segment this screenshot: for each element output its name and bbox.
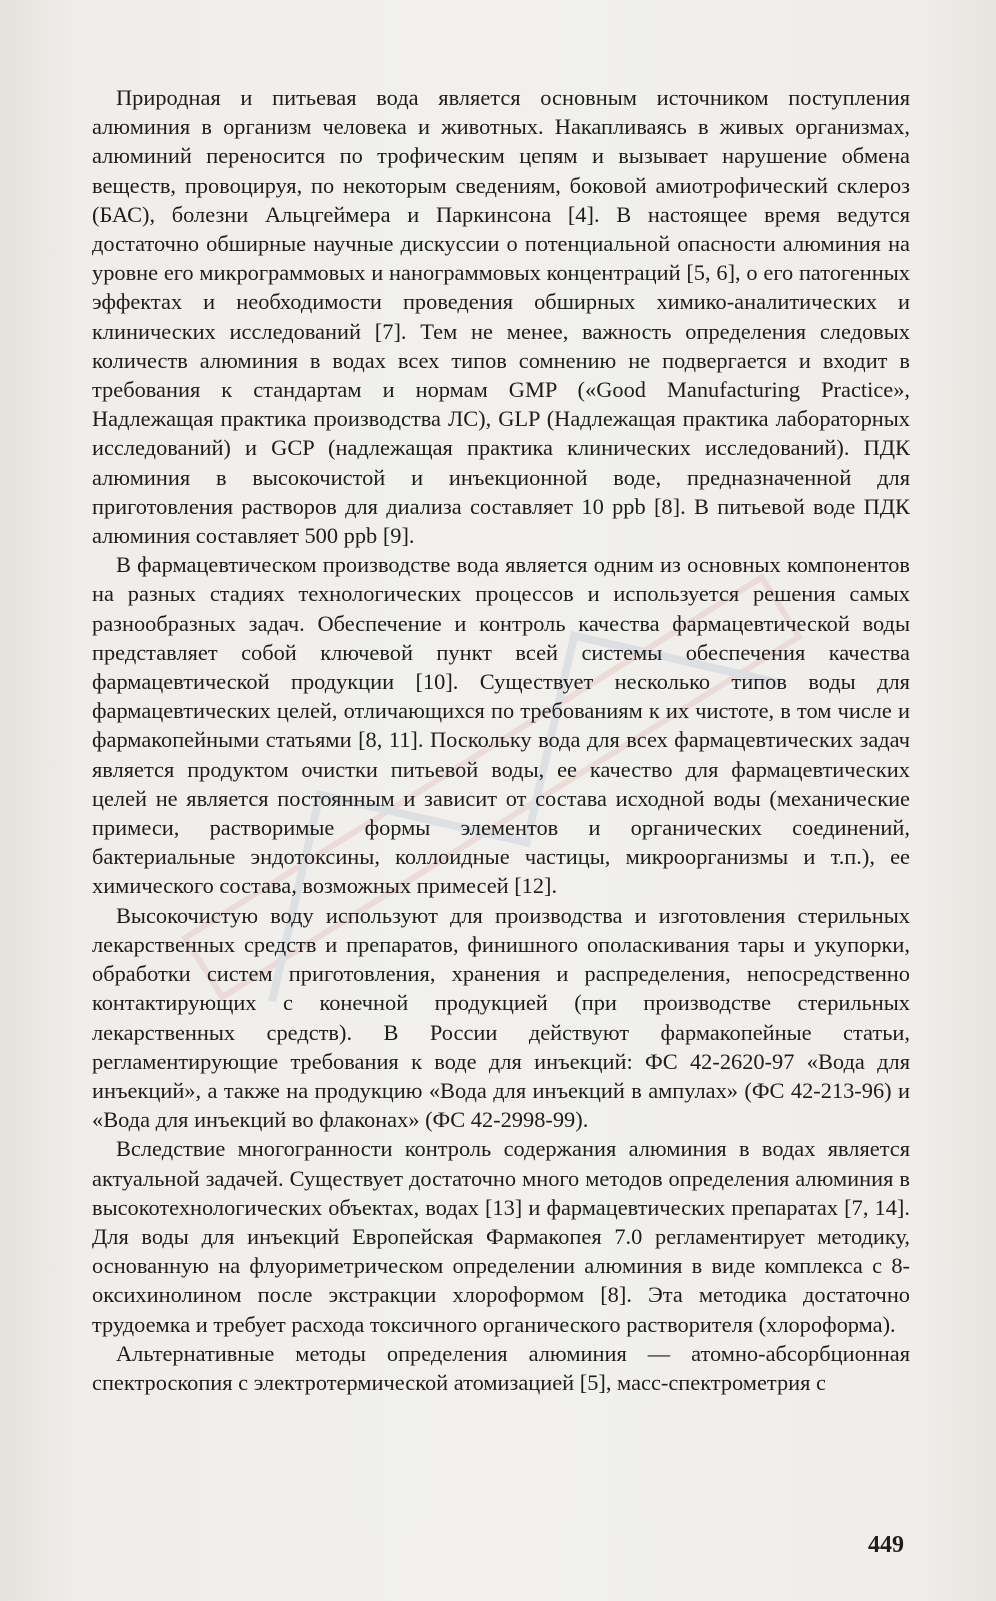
paragraph-2 — [92, 550, 910, 900]
paragraph-4-text: Вследствие многогранности контроль содержания алюминия в водах является актуальной задачей. Существует достаточно много методов определения алюминия в высокотехнологических объектах, водах [13] и фармацевтических препаратах [7, 14]. Для воды для инъекций Европейская Фармакопея 7.0 регламентирует методику, основанную на флуориметрическом определении алюминия в виде комплекса с 8-оксихинолином после экстракции хлороформом [8]. Эта методика достаточно трудоемка и требует расхода токсичного органического растворителя (хлороформа). — [92, 1136, 910, 1337]
paragraph-5-text: Альтернативные методы определения алюминия — атомно-абсорбционная спектроскопия с электротермической атомизацией [5], масс-спектрометрия с — [92, 1340, 910, 1395]
paragraph-3 — [92, 901, 910, 1135]
paragraph-2-text: В фармацевтическом производстве вода является одним из основных компонентов на разных стадиях технологических процессов и используется решения самых разнообразных задач. Обеспечение и контроль качества фармацевтической воды представляет собой ключевой пункт всей системы обеспечения качества фармацевтической продукции [10]. Существует несколько типов воды для фармацевтических целей, отличающихся по требованиям к их чистоте, в том числе и фармакопейными статьями [8, 11]. Поскольку вода для всех фармацевтических задач является продуктом очистки питьевой воды, ее качество для фармацевтических целей не является постоянным и зависит от состава исходной воды (механические примеси, растворимые формы элементов и органических соединений, бактериальные эндотоксины, коллоидные частицы, микроорганизмы и т.п.), ее химического состава, возможных примесей [12]. — [92, 552, 910, 899]
paragraph-3-text: Высокочистую воду используют для производства и изготовления стерильных лекарственных средств и препаратов, финишного ополаскивания тары и укупорки, обработки систем приготовления, хранения и распределения, непосредственно контактирующих с конечной продукцией (при производстве стерильных лекарственных средств). В России действуют фармакопейные статьи, регламентирующие требования к воде для инъекций: ФС 42-2620-97 «Вода для инъекций», а также на продукцию «Вода для инъекций в ампулах» (ФС 42-213-96) и «Вода для инъекций во флаконах» (ФС 42-2998-99). — [92, 902, 910, 1133]
paragraph-1-text: Природная и питьевая вода является основным источником поступления алюминия в организм человека и животных. Накапливаясь в живых организмах, алюминий переносится по трофическим цепям и вызывает нарушение обмена веществ, провоцируя, по некоторым сведениям, боковой амиотрофический склероз (БАС), болезни Альцгеймера и Паркинсона [4]. В настоящее время ведутся достаточно обширные научные дискуссии о потенциальной опасности алюминия на уровне его микрограммовых и нанограммовых концентраций [5, 6], о его патогенных эффектах и необходимости проведения обширных химико-аналитических и клинических исследований [7]. Тем не менее, важность определения следовых количеств алюминия в водах всех типов сомнению не подвергается и входит в требования к стандартам и нормам GMP («Good Manufacturing Practice», Надлежащая практика производства ЛС), GLP (Надлежащая практика лабораторных исследований) и GCP (надлежащая практика клинических исследований). ПДК алюминия в высокочистой и инъекционной воде, предназначенной для приготовления растворов для диализа составляет 10 ppb [8]. В питьевой воде ПДК алюминия составляет 500 ppb [9]. — [92, 85, 910, 549]
page-number: 449 — [868, 1532, 904, 1558]
paragraph-5 — [92, 1339, 910, 1397]
body-text — [92, 83, 910, 1397]
paragraph-1 — [92, 83, 910, 550]
paragraph-4 — [92, 1134, 910, 1338]
